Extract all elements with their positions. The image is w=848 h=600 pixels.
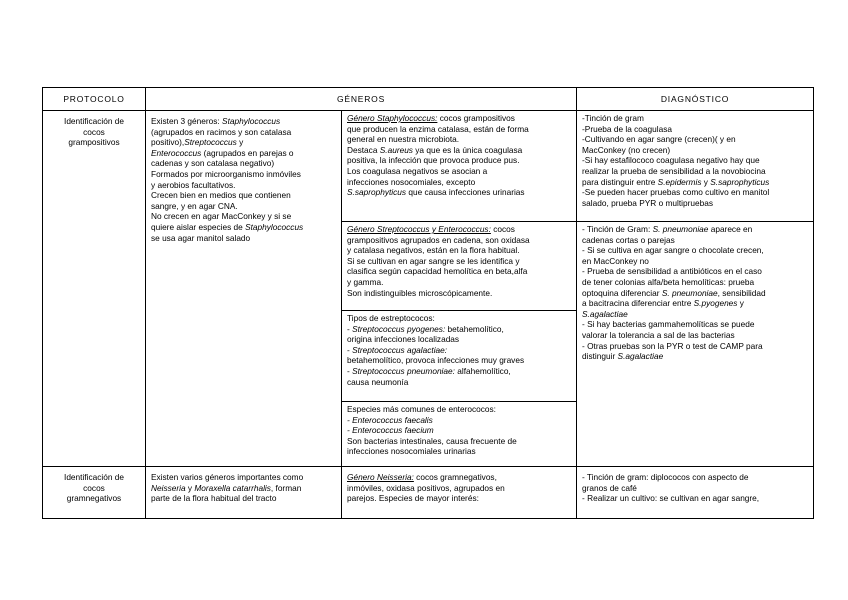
generos-summary-gramnegativos: Existen varios géneros importantes como Neisseria y Moraxella catarrhalis, forman parte de la flora habitual del tracto <box>146 467 342 519</box>
especies-enterococos: Especies más comunes de enterococos: - Enterococcus faecalis - Enterococcus faecium Son bacterias intestinales, causa frecuente de infecciones nosocomiales urinarias <box>342 402 577 467</box>
summary-line: Existen 3 géneros: Staphylococcus <box>151 116 281 126</box>
diagnostico-gramnegativos: - Tinción de gram: diplococos con aspecto de granos de café - Realizar un cultivo: se cultivan en agar sangre, <box>577 467 814 519</box>
header-row <box>43 88 814 111</box>
diagnostico-staphylococcus: -Tinción de gram -Prueba de la coagulasa -Cultivando en agar sangre (crecen)( y en MacConkey (no crecen) -Si hay estafilococo coagulasa negativo hay que realizar la prueba de sensibilidad a la novobiocina para distinguir entre S.epidermis y S.saprophyticus -Se pueden hacer pruebas como cultivo en manitol salado, prueba PYR o multipruebas <box>577 111 814 222</box>
header-generos: GÉNEROS <box>146 88 577 111</box>
genero-staphylococcus: Género Staphylococcus: cocos grampositivos que producen la enzima catalasa, están de forma general en nuestra microbiota. Destaca S.aureus ya que es la única coagulasa positiva, la infección que provoca produce pus. Los coagulasa negativos se asocian a infecciones nosocomiales, excepto S.saprophyticus que causa infecciones urinarias <box>342 111 577 222</box>
row-grampositivos <box>43 111 814 222</box>
generos-summary-grampositivos: Existen 3 géneros: Staphylococcus (agrupados en racimos y son catalasa positivo),Streptococcus y Enterococcus (agrupados en parejas o cadenas y son catalasa negativo) Formados por microorganismo inmóviles y aerobios facultativos. Crecen bien en medios que contienen sangre, y en agar CNA. No crecen en agar MacConkey y si se quiere aislar especies de Staphylococcus se usa agar manitol salado <box>146 111 342 467</box>
header-protocolo: PROTOCOLO <box>43 88 146 111</box>
tipos-estreptococos: Tipos de estreptococos: - Streptococcus pyogenes: betahemolítico, origina infecciones localizadas - Streptococcus agalactiae: betahemolítico, provoca infecciones muy graves - Streptococcus pneumoniae: alfahemolítico, causa neumonía <box>342 311 577 402</box>
protocol-table <box>42 87 814 519</box>
header-diagnostico: DIAGNÓSTICO <box>577 88 814 111</box>
protocolo-grampositivos: Identificación de cocos grampositivos <box>43 111 146 467</box>
genero-neisseria: Género Neisseria: cocos gramnegativos, inmóviles, oxidasa positivos, agrupados en parejos. Especies de mayor interés: <box>342 467 577 519</box>
diagnostico-streptococcus: - Tinción de Gram: S. pneumoniae aparece en cadenas cortas o parejas - Si se cultiva en agar sangre o chocolate crecen, en MacConkey no - Prueba de sensibilidad a antibióticos en el caso de tener colonias alfa/beta hemolíticas: prueba optoquina diferenciar S. pneumoniae, sensibilidad a bacitracina diferenciar entre S.pyogenes y S.agalactiae - Si hay bacterias gammahemolíticas se puede valorar la tolerancia a sal de las bacterias - Otras pruebas son la PYR o test de CAMP para distinguir S.agalactiae <box>577 222 814 467</box>
protocolo-gramnegativos: Identificación de cocos gramnegativos <box>43 467 146 519</box>
genero-streptococcus-enterococcus: Género Streptococcus y Enterococcus: cocos grampositivos agrupados en cadena, son oxidasa y catalasa negativos, están en la flora habitual. Si se cultivan en agar sangre se les identifica y clasifica según capacidad hemolítica en beta,alfa y gamma. Son indistinguibles microscópicamente. <box>342 222 577 311</box>
row-gramnegativos <box>43 467 814 519</box>
